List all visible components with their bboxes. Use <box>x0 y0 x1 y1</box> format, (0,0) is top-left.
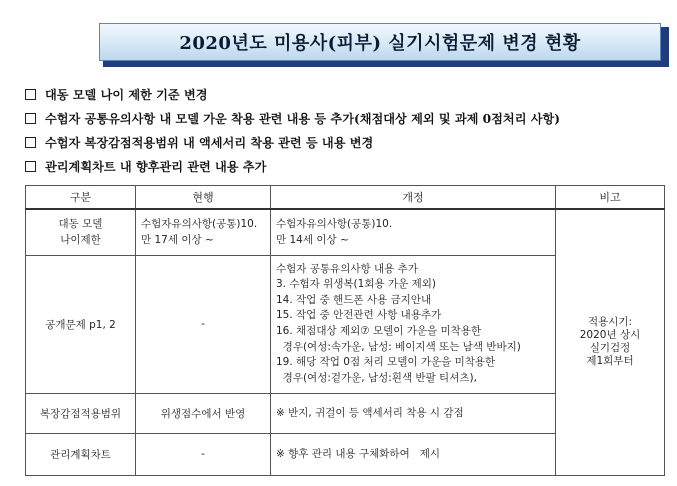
header-category: 구분 <box>26 186 136 210</box>
summary-item-text: 대동 모델 나이 제한 기준 변경 <box>45 87 208 102</box>
summary-item <box>25 106 670 130</box>
row-category: 공개문제 p1, 2 <box>26 255 136 393</box>
row-revised: ※ 반지, 귀걸이 등 액세서리 착용 시 감점 <box>271 393 556 433</box>
summary-item <box>25 154 670 178</box>
table-row <box>26 209 665 255</box>
row-current: - <box>136 255 271 393</box>
summary-item <box>25 82 670 106</box>
row-revised: 수험자유의사항(공통)10. 만 14세 이상 ~ <box>271 209 556 255</box>
header-revised: 개정 <box>271 186 556 210</box>
row-category: 관리계획차트 <box>26 433 136 475</box>
checkbox-icon <box>25 89 36 100</box>
title-banner <box>99 23 661 61</box>
row-revised: ※ 향후 관리 내용 구체화하여 제시 <box>271 433 556 475</box>
row-note: 적용시기: 2020년 상시 실기검정 제1회부터 <box>556 209 665 475</box>
row-current: - <box>136 433 271 475</box>
summary-item-text: 수험자 복장감점적용범위 내 액세서리 착용 관련 등 내용 변경 <box>45 135 374 150</box>
row-current: 위생점수에서 반영 <box>136 393 271 433</box>
header-note: 비고 <box>556 186 665 210</box>
header-current: 현행 <box>136 186 271 210</box>
summary-item-text: 관리계획차트 내 향후관리 관련 내용 추가 <box>45 159 267 174</box>
checkbox-icon <box>25 113 36 124</box>
table-header-row <box>26 186 665 210</box>
row-category: 대동 모델 나이제한 <box>26 209 136 255</box>
checkbox-icon <box>25 161 36 172</box>
page-title: 2020년도 미용사(피부) 실기시험문제 변경 현황 <box>179 33 581 54</box>
row-current: 수험자유의사항(공통)10. 만 17세 이상 ~ <box>136 209 271 255</box>
summary-item-text: 수험자 공통유의사항 내 모델 가운 착용 관련 내용 등 추가(채점대상 제외 및 과제 0점처리 사항) <box>45 111 561 126</box>
changes-table <box>25 185 665 476</box>
row-revised: 수험자 공통유의사항 내용 추가 3. 수험자 위생복(1회용 가운 제외) 14. 작업 중 핸드폰 사용 금지안내 15. 작업 중 안전관련 사항 내용추가 16. 채점대상 제외⑦ 모델이 가운을 미착용한 경우(여성:속가운, 남성: 베이지색 또는 남색 반바지) 19. 해당 작업 0점 처리 모델이 가운을 미착용한 경우(여성:겉가운, 남성:흰색 반팔 티셔츠), <box>271 255 556 393</box>
summary-item <box>25 130 670 154</box>
checkbox-icon <box>25 137 36 148</box>
row-category: 복장감점적용범위 <box>26 393 136 433</box>
summary-list <box>25 82 670 178</box>
